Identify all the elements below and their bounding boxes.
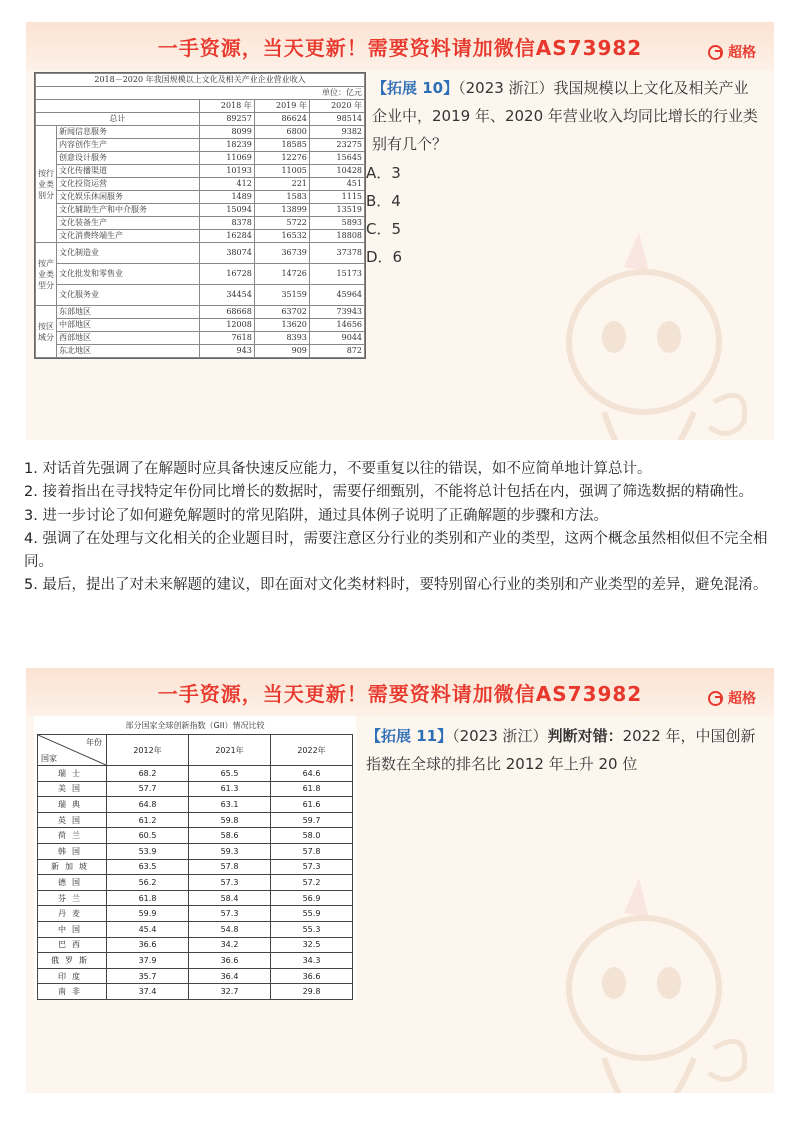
value-cell: 61.8 xyxy=(271,781,353,797)
gii-table xyxy=(34,716,356,1000)
value-cell: 63.5 xyxy=(107,859,189,875)
row-value: 63702 xyxy=(254,306,309,319)
value-cell: 36.6 xyxy=(189,953,271,969)
table-row xyxy=(38,781,353,797)
row-value: 15645 xyxy=(309,152,364,165)
row-value: 451 xyxy=(309,178,364,191)
country-cell: 中国 xyxy=(38,921,107,937)
value-cell: 35.7 xyxy=(107,968,189,984)
group-label: 按产业类型分 xyxy=(36,243,57,306)
brand-g-icon xyxy=(708,45,723,60)
header-year: 年份 xyxy=(86,738,102,747)
value-cell: 59.3 xyxy=(189,843,271,859)
row-value: 9044 xyxy=(309,332,364,345)
table-row xyxy=(36,319,365,332)
row-value: 35159 xyxy=(254,285,309,306)
option-b: B．4 xyxy=(366,192,401,210)
row-value: 16284 xyxy=(199,230,254,243)
question-10 xyxy=(372,74,762,158)
value-cell: 57.7 xyxy=(107,781,189,797)
value-cell: 64.6 xyxy=(271,766,353,782)
table-row xyxy=(36,217,365,230)
value-cell: 57.2 xyxy=(271,875,353,891)
value-cell: 59.8 xyxy=(189,812,271,828)
row-name: 文化批发和零售业 xyxy=(57,264,200,285)
value-cell: 61.8 xyxy=(107,890,189,906)
row-value: 872 xyxy=(309,345,364,358)
table-row xyxy=(36,285,365,306)
table-row xyxy=(36,178,365,191)
row-value: 8393 xyxy=(254,332,309,345)
slide-1 xyxy=(26,22,774,440)
table-row xyxy=(38,906,353,922)
table-row xyxy=(36,230,365,243)
option-c: C．5 xyxy=(366,220,402,238)
question-tag: 【拓展 10】 xyxy=(372,79,459,97)
table-row xyxy=(38,890,353,906)
value-cell: 36.6 xyxy=(107,937,189,953)
row-value: 73943 xyxy=(309,306,364,319)
row-name: 中部地区 xyxy=(57,319,200,332)
country-cell: 印度 xyxy=(38,968,107,984)
year-header: 2012年 xyxy=(107,735,189,766)
row-name: 文化传播渠道 xyxy=(57,165,200,178)
table-unit: 单位：亿元 xyxy=(36,87,365,100)
row-value: 8378 xyxy=(199,217,254,230)
country-cell: 德国 xyxy=(38,875,107,891)
row-name: 文化制造业 xyxy=(57,243,200,264)
country-cell: 瑞典 xyxy=(38,797,107,813)
value-cell: 60.5 xyxy=(107,828,189,844)
note-item: 1. 对话首先强调了在解题时应具备快速反应能力，不要重复以往的错误，如不应简单地计算总计。 xyxy=(24,461,652,477)
header-country: 国家 xyxy=(41,754,57,763)
question-text: 2022 年，中国创新指数在全球的排名比 2012 年上升 20 位 xyxy=(366,727,756,773)
value-cell: 57.3 xyxy=(189,875,271,891)
mascot-watermark-icon xyxy=(544,212,754,440)
brand-logo xyxy=(708,42,756,62)
table-row xyxy=(38,859,353,875)
total-value: 86624 xyxy=(254,113,309,126)
row-value: 37378 xyxy=(309,243,364,264)
row-name: 文化装备生产 xyxy=(57,217,200,230)
row-value: 10193 xyxy=(199,165,254,178)
question-11 xyxy=(366,722,761,778)
note-item: 4. 强调了在处理与文化相关的企业题目时，需要注意区分行业的类别和产业的类型，这两个概念虽然相似但不完全相同。 xyxy=(24,530,768,571)
country-cell: 瑞士 xyxy=(38,766,107,782)
table-row xyxy=(36,165,365,178)
value-cell: 65.5 xyxy=(189,766,271,782)
value-cell: 57.8 xyxy=(271,843,353,859)
table-row xyxy=(38,968,353,984)
total-label: 总计 xyxy=(36,113,200,126)
table-row xyxy=(38,953,353,969)
table-row xyxy=(36,345,365,358)
value-cell: 54.8 xyxy=(189,921,271,937)
mascot-watermark-icon xyxy=(544,858,754,1093)
banner xyxy=(26,668,774,716)
group-label: 按区域分 xyxy=(36,306,57,358)
value-cell: 64.8 xyxy=(107,797,189,813)
value-cell: 68.2 xyxy=(107,766,189,782)
value-cell: 36.6 xyxy=(271,968,353,984)
value-cell: 61.3 xyxy=(189,781,271,797)
row-value: 16728 xyxy=(199,264,254,285)
row-value: 1489 xyxy=(199,191,254,204)
row-value: 36739 xyxy=(254,243,309,264)
row-value: 8099 xyxy=(199,126,254,139)
country-cell: 美国 xyxy=(38,781,107,797)
value-cell: 56.9 xyxy=(271,890,353,906)
country-cell: 巴西 xyxy=(38,937,107,953)
table-row xyxy=(38,875,353,891)
revenue-table xyxy=(34,72,366,359)
country-cell: 南非 xyxy=(38,984,107,1000)
question-tag: 【拓展 11】 xyxy=(366,727,453,745)
year-header: 2022年 xyxy=(271,735,353,766)
row-value: 13519 xyxy=(309,204,364,217)
row-value: 9382 xyxy=(309,126,364,139)
country-cell: 英国 xyxy=(38,812,107,828)
row-value: 15173 xyxy=(309,264,364,285)
banner-text: 一手资源，当天更新！需要资料请加微信AS73982 xyxy=(157,36,643,60)
row-value: 6800 xyxy=(254,126,309,139)
value-cell: 56.2 xyxy=(107,875,189,891)
value-cell: 61.6 xyxy=(271,797,353,813)
banner-text: 一手资源，当天更新！需要资料请加微信AS73982 xyxy=(157,682,643,706)
country-cell: 荷兰 xyxy=(38,828,107,844)
row-value: 13620 xyxy=(254,319,309,332)
value-cell: 58.0 xyxy=(271,828,353,844)
row-value: 5893 xyxy=(309,217,364,230)
row-value: 12008 xyxy=(199,319,254,332)
value-cell: 32.5 xyxy=(271,937,353,953)
row-value: 1583 xyxy=(254,191,309,204)
row-value: 909 xyxy=(254,345,309,358)
group-label: 按行业类别分 xyxy=(36,126,57,243)
country-cell: 新加坡 xyxy=(38,859,107,875)
row-value: 68668 xyxy=(199,306,254,319)
value-cell: 45.4 xyxy=(107,921,189,937)
table-row xyxy=(36,204,365,217)
row-name: 文化投资运营 xyxy=(57,178,200,191)
value-cell: 53.9 xyxy=(107,843,189,859)
row-value: 11005 xyxy=(254,165,309,178)
year-header: 2018 年 xyxy=(199,100,254,113)
row-value: 16532 xyxy=(254,230,309,243)
note-item: 3. 进一步讨论了如何避免解题时的常见陷阱，通过具体例子说明了正确解题的步骤和方法。 xyxy=(24,507,608,524)
year-header: 2021年 xyxy=(189,735,271,766)
table-row xyxy=(36,306,365,319)
row-value: 5722 xyxy=(254,217,309,230)
slide-2 xyxy=(26,668,774,1093)
total-value: 98514 xyxy=(309,113,364,126)
table-row xyxy=(38,937,353,953)
table-row xyxy=(36,191,365,204)
value-cell: 32.7 xyxy=(189,984,271,1000)
question-text: （2023 浙江）我国规模以上文化及相关产业企业中，2019 年、2020 年营业收入均同比增长的行业类别有几个？ xyxy=(372,79,758,153)
row-name: 文化辅助生产和中介服务 xyxy=(57,204,200,217)
row-name: 文化服务业 xyxy=(57,285,200,306)
row-name: 东部地区 xyxy=(57,306,200,319)
value-cell: 55.3 xyxy=(271,921,353,937)
row-value: 412 xyxy=(199,178,254,191)
brand-name: 超格 xyxy=(728,691,756,707)
table-row xyxy=(36,126,365,139)
table-row xyxy=(38,921,353,937)
country-cell: 芬兰 xyxy=(38,890,107,906)
note-item: 5. 最后，提出了对未来解题的建议，即在面对文化类材料时，要特别留心行业的类别和产业类型的差异，避免混淆。 xyxy=(24,577,768,594)
table-row xyxy=(38,984,353,1000)
value-cell: 37.4 xyxy=(107,984,189,1000)
value-cell: 37.9 xyxy=(107,953,189,969)
total-value: 89257 xyxy=(199,113,254,126)
brand-name: 超格 xyxy=(728,45,756,61)
value-cell: 57.3 xyxy=(189,906,271,922)
row-value: 221 xyxy=(254,178,309,191)
row-name: 内容创作生产 xyxy=(57,139,200,152)
row-value: 18808 xyxy=(309,230,364,243)
value-cell: 57.3 xyxy=(271,859,353,875)
value-cell: 58.4 xyxy=(189,890,271,906)
value-cell: 61.2 xyxy=(107,812,189,828)
value-cell: 55.9 xyxy=(271,906,353,922)
country-cell: 俄罗斯 xyxy=(38,953,107,969)
question-source: （2023 浙江） xyxy=(452,727,548,745)
table-row xyxy=(36,139,365,152)
table-row xyxy=(36,243,365,264)
row-name: 文化消费终端生产 xyxy=(57,230,200,243)
row-name: 文化娱乐休闲服务 xyxy=(57,191,200,204)
row-name: 东北地区 xyxy=(57,345,200,358)
year-header: 2019 年 xyxy=(254,100,309,113)
header-corner xyxy=(38,735,107,766)
row-value: 10428 xyxy=(309,165,364,178)
table-row xyxy=(38,797,353,813)
row-value: 13899 xyxy=(254,204,309,217)
table-title: 部分国家全球创新指数（GII）情况比较 xyxy=(125,721,265,730)
value-cell: 57.8 xyxy=(189,859,271,875)
row-value: 18239 xyxy=(199,139,254,152)
row-value: 14726 xyxy=(254,264,309,285)
table-row xyxy=(38,828,353,844)
table-title: 2018－2020 年我国规模以上文化及相关产业企业营业收入 xyxy=(36,74,365,87)
table-row xyxy=(36,152,365,165)
row-value: 7618 xyxy=(199,332,254,345)
note-item: 2. 接着指出在寻找特定年份同比增长的数据时，需要仔细甄别，不能将总计包括在内，强调了筛选数据的精确性。 xyxy=(24,484,753,501)
value-cell: 59.7 xyxy=(271,812,353,828)
value-cell: 34.2 xyxy=(189,937,271,953)
table-row xyxy=(38,843,353,859)
row-value: 15094 xyxy=(199,204,254,217)
row-value: 34454 xyxy=(199,285,254,306)
table-row xyxy=(38,812,353,828)
option-a: A．3 xyxy=(366,164,401,182)
row-value: 14656 xyxy=(309,319,364,332)
row-value: 12276 xyxy=(254,152,309,165)
question-bold: 判断对错： xyxy=(547,727,623,745)
value-cell: 58.6 xyxy=(189,828,271,844)
row-name: 创意设计服务 xyxy=(57,152,200,165)
row-value: 18585 xyxy=(254,139,309,152)
table-row xyxy=(38,766,353,782)
brand-g-icon xyxy=(708,691,723,706)
brand-logo xyxy=(708,688,756,708)
value-cell: 63.1 xyxy=(189,797,271,813)
country-cell: 丹麦 xyxy=(38,906,107,922)
banner xyxy=(26,22,774,70)
row-value: 943 xyxy=(199,345,254,358)
value-cell: 34.3 xyxy=(271,953,353,969)
value-cell: 36.4 xyxy=(189,968,271,984)
summary-notes xyxy=(24,458,776,598)
row-value: 1115 xyxy=(309,191,364,204)
value-cell: 29.8 xyxy=(271,984,353,1000)
row-name: 新闻信息服务 xyxy=(57,126,200,139)
row-value: 38074 xyxy=(199,243,254,264)
year-header: 2020 年 xyxy=(309,100,364,113)
row-value: 23275 xyxy=(309,139,364,152)
row-name: 西部地区 xyxy=(57,332,200,345)
row-value: 11069 xyxy=(199,152,254,165)
table-row xyxy=(36,332,365,345)
option-d: D．6 xyxy=(366,248,403,266)
row-value: 45964 xyxy=(309,285,364,306)
value-cell: 59.9 xyxy=(107,906,189,922)
table-row xyxy=(36,264,365,285)
country-cell: 韩国 xyxy=(38,843,107,859)
